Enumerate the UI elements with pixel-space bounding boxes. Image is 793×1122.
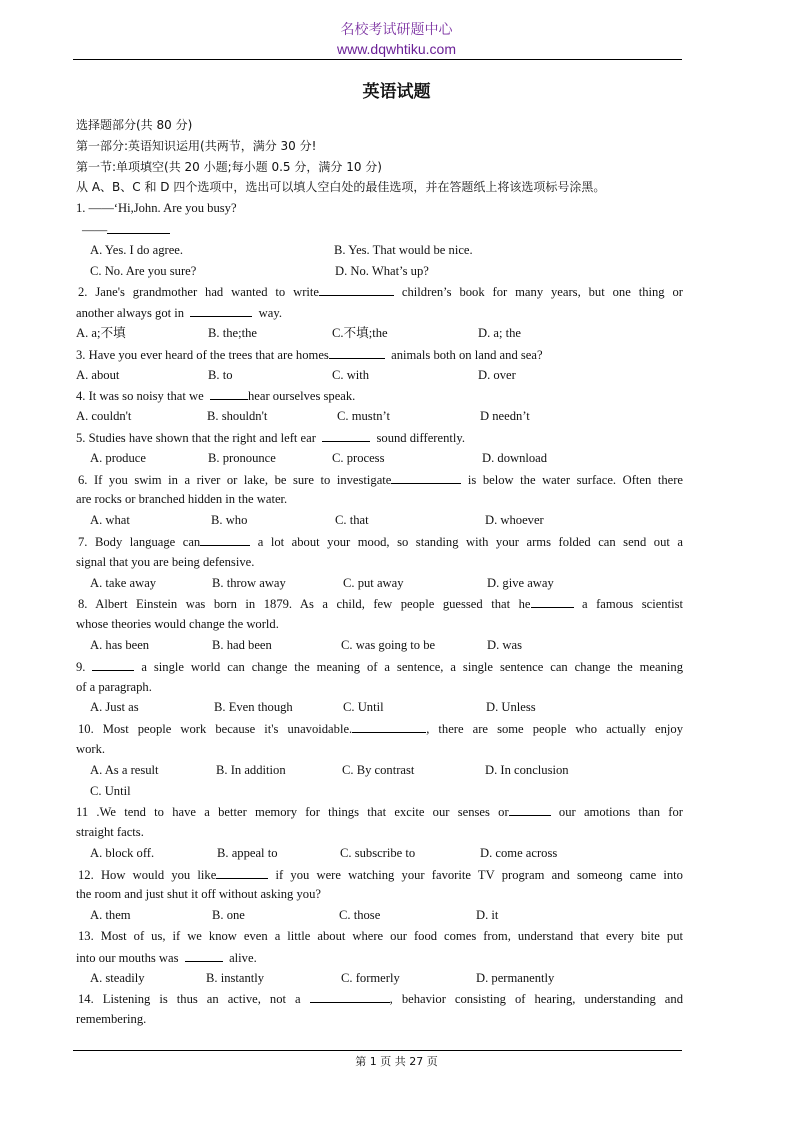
option-b[interactable]: B. Even though [214,700,293,715]
page-total: 27 [409,1055,424,1068]
question-10-options [76,760,683,781]
question-11-options [76,843,683,864]
option-d[interactable]: D. Unless [486,700,536,715]
option-c[interactable]: C. with [332,367,370,382]
question-10-stem: 10. Most people work because it's unavoidable. , there are some people who actually enjoy [76,718,683,739]
question-5-stem: 5. Studies have shown that the right and left ear sound differently. [76,427,683,448]
site-url[interactable]: www.dqwhtiku.com [336,41,457,57]
option-a[interactable]: A. about [76,367,120,382]
question-8-options [76,635,683,656]
question-2-options [76,323,683,344]
question-4-stem: 4. It was so noisy that we hear ourselves speak. [76,385,683,406]
answer-blank[interactable] [391,469,461,484]
option-b[interactable]: B. to [208,367,233,382]
question-2-stem-cont: another always got in way. [76,302,683,323]
option-c-extra[interactable]: C. Until [90,783,131,798]
option-d[interactable]: D. In conclusion [485,762,569,777]
option-d[interactable]: D. give away [487,575,554,590]
option-c[interactable]: C. subscribe to [340,845,416,860]
footer-pre: 第 [355,1055,367,1068]
option-b[interactable]: B. In addition [216,762,286,777]
footer-post: 页 [426,1055,438,1068]
option-d[interactable]: D. No. What’s up? [335,263,429,278]
answer-blank[interactable] [92,656,134,671]
question-11-stem: 11 .We tend to have a better memory for things that excite our senses or our amotions than for [76,801,683,822]
answer-blank[interactable] [531,593,574,608]
answer-blank[interactable] [322,427,370,442]
site-name: 名校考试研题中心 [340,22,453,38]
question-12-options [76,905,683,926]
option-b[interactable]: B. Yes. That would be nice. [334,242,473,257]
option-a[interactable]: A. couldn't [76,409,132,424]
option-d[interactable]: D. come across [480,845,558,860]
question-1-reply: —— [76,219,683,240]
question-11-stem-cont: straight facts. [76,825,144,840]
option-a[interactable]: A. them [90,908,131,923]
option-a[interactable]: A. produce [90,450,146,465]
option-c[interactable]: C. No. Are you sure? [90,263,197,278]
answer-blank[interactable] [310,988,390,1003]
question-1-stem: 1. ——‘Hi,John. Are you busy? [76,201,237,216]
question-7-stem-cont: signal that you are being defensive. [76,554,255,569]
question-10-stem-cont: work. [76,741,106,756]
question-5-options [76,448,683,469]
option-d[interactable]: D. whoever [485,513,544,528]
question-6-stem: 6. If you swim in a river or lake, be sure to investigate is below the water surface. Often there [76,469,683,490]
question-13-stem: 13. Most of us, if we know even a little about where our food comes from, understand that every bite put [78,929,683,944]
option-d[interactable]: D. download [482,450,548,465]
question-13-options [76,968,683,989]
header-rule [73,59,682,60]
option-c[interactable]: C. was going to be [341,637,436,652]
option-b[interactable]: B. one [212,908,245,923]
option-b[interactable]: B. pronounce [208,450,276,465]
option-d[interactable]: D needn’t [480,409,530,424]
option-a[interactable]: A. what [90,513,130,528]
option-c[interactable]: C.不填;the [332,325,388,340]
option-a[interactable]: A. Just as [90,700,139,715]
option-b[interactable]: B. the;the [208,325,257,340]
option-a[interactable]: A. a;不填 [76,325,126,340]
page-footer [0,1053,793,1069]
question-3-stem: 3. Have you ever heard of the trees that are homes animals both on land and sea? [76,344,683,365]
question-1-options-row1 [76,240,683,261]
answer-blank[interactable] [216,864,268,879]
footer-mid: 页 共 [380,1055,406,1068]
answer-blank[interactable] [107,219,170,234]
question-9-stem: 9. a single world can change the meaning of a sentence, a single sentence can change the meaning [76,656,683,677]
answer-blank[interactable] [509,801,551,816]
question-8-stem-cont: whose theories would change the world. [76,617,279,632]
option-c[interactable]: C. formerly [341,970,400,985]
option-b[interactable]: B. had been [212,637,272,652]
page-title: 英语试题 [362,82,431,102]
answer-blank[interactable] [319,281,394,296]
question-14-stem: 14. Listening is thus an active, not a , behavior consisting of hearing, understanding and [76,988,683,1009]
option-c[interactable]: C. those [339,908,381,923]
option-a[interactable]: A. steadily [90,970,145,985]
subsection-heading: 第一节:单项填空(共 20 小题;每小题 0.5 分，满分 10 分) [76,159,382,174]
exam-content [76,115,683,1030]
question-4-options [76,406,683,427]
question-14-stem-cont: remembering. [76,1012,147,1027]
option-b[interactable]: B. throw away [212,575,286,590]
question-8-stem: 8. Albert Einstein was born in 1879. As a child, few people guessed that he a famous scientist [76,593,683,614]
option-d[interactable]: D. over [478,367,516,382]
option-d[interactable]: D. was [487,637,522,652]
question-9-options [76,697,683,718]
option-c[interactable]: C. mustn’t [337,409,390,424]
question-10-options-extra [76,781,683,802]
question-12-stem-cont: the room and just shut it off without asking you? [76,887,321,902]
section-heading: 选择题部分(共 80 分) [76,118,193,132]
question-1-options-row2 [76,261,683,282]
option-b[interactable]: B. who [211,513,248,528]
question-3-options [76,365,683,386]
page-header [0,20,793,58]
option-d[interactable]: D. it [476,908,499,923]
option-a[interactable]: A. has been [90,637,150,652]
option-c[interactable]: C. that [335,513,369,528]
question-12-stem: 12. How would you like if you were watching your favorite TV program and someong came into [76,864,683,885]
answer-blank[interactable] [185,947,223,962]
question-6-options [76,510,683,531]
question-7-stem: 7. Body language can a lot about your mood, so standing with your arms folded can send out a [76,531,683,552]
option-b[interactable]: B. appeal to [217,845,278,860]
question-13-stem-cont: into our mouths was alive. [76,947,683,968]
answer-blank[interactable] [200,531,250,546]
question-7-options [76,573,683,594]
option-a[interactable]: A. take away [90,575,157,590]
option-a[interactable]: A. block off. [90,845,155,860]
option-b[interactable]: B. instantly [206,970,265,985]
question-6-stem-cont: are rocks or branched hidden in the water. [76,492,288,507]
option-c[interactable]: C. put away [343,575,404,590]
answer-blank[interactable] [329,344,385,359]
option-a[interactable]: A. Yes. I do agree. [90,242,184,257]
option-a[interactable]: A. As a result [90,762,159,777]
option-c[interactable]: C. Until [343,700,384,715]
part-heading: 第一部分:英语知识运用(共两节，满分 30 分! [76,138,317,153]
footer-rule [73,1050,682,1051]
answer-blank[interactable] [352,718,426,733]
option-d[interactable]: D. permanently [476,970,555,985]
instructions: 从 A、B、C 和 D 四个选项中，选出可以填人空白处的最佳选项，并在答题纸上将该选项标号涂黑。 [76,180,606,195]
question-9-stem-cont: of a paragraph. [76,679,152,694]
option-b[interactable]: B. shouldn't [207,409,268,424]
option-c[interactable]: C. process [332,450,385,465]
option-c[interactable]: C. By contrast [342,762,415,777]
answer-blank[interactable] [210,385,248,400]
page-number: 1 [369,1055,377,1068]
answer-blank[interactable] [190,302,252,317]
option-d[interactable]: D. a; the [478,325,522,340]
question-2-stem: 2. Jane's grandmother had wanted to write children’s book for many years, but one thing or [76,281,683,302]
